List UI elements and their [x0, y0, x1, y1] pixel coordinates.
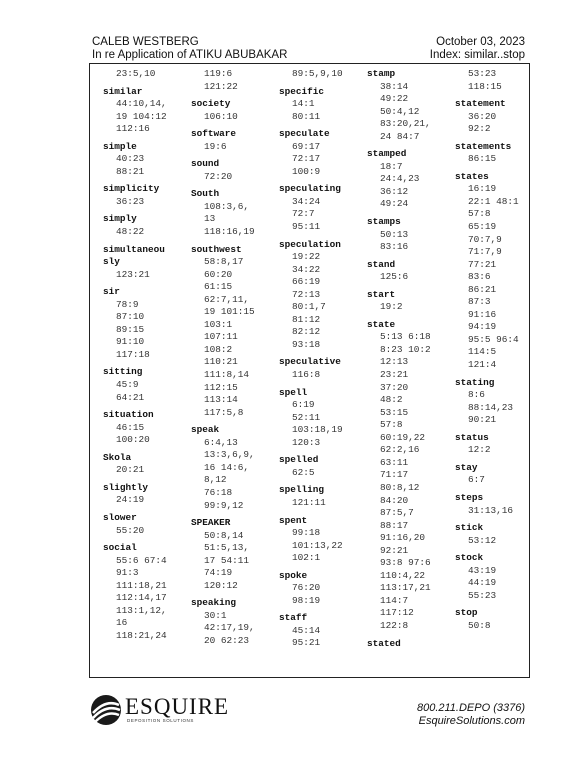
page-line-reference: 31:13,16 [468, 504, 514, 516]
page-line-reference: 120:12 [204, 579, 238, 591]
index-term: speculation [279, 238, 341, 250]
index-term: spoke [279, 569, 308, 581]
page-line-reference: 63:11 [380, 456, 409, 468]
page-line-reference: 44:19 [468, 577, 497, 589]
page-line-reference: 8,12 [204, 474, 227, 486]
page-line-reference: 83:6 [468, 271, 491, 283]
page-line-reference: 110:21 [204, 356, 238, 368]
index-term: staff [279, 612, 308, 624]
index-term: speculating [279, 183, 341, 195]
index-entry [367, 68, 455, 143]
index-term: simple [103, 140, 137, 152]
page-line-reference: 106:10 [204, 110, 238, 122]
page-line-reference: 80:11 [292, 110, 321, 122]
logo-mark-icon [89, 693, 123, 727]
index-column [279, 68, 367, 655]
page-line-reference: 53:12 [468, 534, 497, 546]
page-line-reference: 23:5,10 [116, 68, 156, 79]
page-line-reference: 50:13 [380, 228, 409, 240]
page-line-reference: 100:9 [292, 165, 321, 177]
index-term: stamped [367, 148, 407, 160]
page-line-reference: 24:19 [116, 494, 145, 506]
index-entry [103, 244, 191, 282]
index-term: spell [279, 386, 308, 398]
page-line-reference: 125:6 [380, 271, 409, 283]
page-line-reference: 34:24 [292, 195, 321, 207]
index-term: steps [455, 491, 484, 503]
index-term: statement [455, 98, 506, 110]
page-line-reference: 88:21 [116, 165, 145, 177]
index-entry [191, 98, 279, 123]
witness-name: CALEB WESTBERG [92, 36, 199, 48]
page-line-reference: 38:14 [380, 80, 409, 92]
page-line-reference: 13:3,6,9, [204, 449, 255, 461]
index-entry [191, 128, 279, 153]
index-term: situation [103, 409, 154, 421]
page-line-reference: 60:20 [204, 268, 233, 280]
index-entry [455, 462, 543, 487]
page-line-reference: 53:15 [380, 406, 409, 418]
phone-number: 800.211.DEPO (3376) [416, 702, 525, 714]
page-line-reference: 93:8 97:6 [380, 557, 431, 569]
page-line-reference: 116:8 [292, 369, 321, 381]
index-entry [191, 68, 279, 93]
page-line-reference: 86:21 [468, 283, 497, 295]
page-line-reference: 19 104:12 [116, 110, 167, 122]
index-term: sir [103, 286, 120, 298]
page-line-reference: 121:4 [468, 359, 497, 371]
index-entry [367, 148, 455, 211]
index-column [103, 68, 191, 647]
page-line-reference: 78:9 [116, 298, 139, 310]
index-entry [367, 216, 455, 254]
website: EsquireSolutions.com [418, 715, 525, 727]
page-line-reference: 113:1,12, [116, 604, 167, 616]
index-term: states [455, 170, 489, 182]
page-line-reference: 93:18 [292, 338, 321, 350]
page-line-reference: 113:14 [204, 394, 238, 406]
page-line-reference: 50:4,12 [380, 105, 420, 117]
page-line-reference: 62:2,16 [380, 444, 420, 456]
page-line-reference: 74:19 [204, 567, 233, 579]
page-line-reference: 112:14,17 [116, 592, 167, 604]
index-term: stamps [367, 216, 401, 228]
page-line-reference: 12:2 [468, 444, 491, 456]
page-line-reference: 45:14 [292, 624, 321, 636]
index-entry [279, 387, 367, 450]
page-line-reference: 19 101:15 [204, 306, 255, 318]
page-line-reference: 95:21 [292, 637, 321, 649]
index-term: sound [191, 158, 220, 170]
index-entry [103, 542, 191, 642]
page-line-reference: 36:23 [116, 195, 145, 207]
page-line-reference: 91:16 [468, 308, 497, 320]
index-entry [103, 286, 191, 361]
page-line-reference: 71:17 [380, 469, 409, 481]
page-line-reference: 88:14,23 [468, 401, 514, 413]
index-term: social [103, 542, 137, 554]
page-line-reference: 69:17 [292, 140, 321, 152]
page-line-reference: 8:6 [468, 389, 485, 401]
page-line-reference: 81:12 [292, 313, 321, 325]
page-line-reference: 103:1 [204, 318, 233, 330]
page-line-reference: 52:11 [292, 411, 321, 423]
page-line-reference: 13 [204, 213, 216, 225]
index-entry [279, 570, 367, 608]
page-line-reference: 84:20 [380, 494, 409, 506]
index-term: society [191, 98, 231, 110]
index-entry [103, 512, 191, 537]
index-entry [279, 128, 367, 178]
page-line-reference: 24:4,23 [380, 173, 420, 185]
page-line-reference: 113:17,21 [380, 582, 431, 594]
index-entry [279, 239, 367, 352]
index-columns [90, 64, 529, 677]
index-entry [455, 552, 543, 602]
index-term: spent [279, 514, 308, 526]
page-line-reference: 62:5 [292, 466, 315, 478]
page-line-reference: 83:16 [380, 241, 409, 253]
deposition-date: October 03, 2023 [436, 36, 525, 48]
footer-contact [417, 702, 525, 728]
page-line-reference: 55:23 [468, 589, 497, 601]
page-line-reference: 111:8,14 [204, 369, 250, 381]
index-entry [455, 98, 543, 136]
page-line-reference: 60:19,22 [380, 431, 426, 443]
page-line-reference: 20:21 [116, 464, 145, 476]
page-line-reference: 53:23 [468, 68, 497, 79]
index-entry [279, 86, 367, 124]
page-line-reference: 57:8 [380, 419, 403, 431]
index-entry [279, 183, 367, 233]
index-entry [367, 319, 455, 633]
page-line-reference: 121:22 [204, 80, 238, 92]
page-line-reference: 102:1 [292, 552, 321, 564]
index-entry [103, 86, 191, 136]
case-title: In re Application of ATIKU ABUBAKAR [92, 49, 288, 61]
page-line-reference: 6:19 [292, 399, 315, 411]
page-line-reference: 18:7 [380, 160, 403, 172]
logo-wordmark: ESQUIRE [125, 694, 230, 719]
page-line-reference: 6:7 [468, 474, 485, 486]
page-line-reference: 100:20 [116, 434, 150, 446]
page-line-reference: 19:6 [204, 140, 227, 152]
index-term: speculate [279, 128, 330, 140]
index-entry [191, 158, 279, 183]
page-line-reference: 122:8 [380, 619, 409, 631]
index-entry [455, 522, 543, 547]
index-entry [455, 141, 543, 166]
page-line-reference: 57:8 [468, 208, 491, 220]
page-line-reference: 112:15 [204, 381, 238, 393]
index-entry [279, 484, 367, 509]
page-line-reference: 24 84:7 [380, 130, 420, 142]
page-line-reference: 108:3,6, [204, 200, 250, 212]
index-term: statements [455, 140, 512, 152]
page-line-reference: 23:21 [380, 369, 409, 381]
index-term: sitting [103, 366, 143, 378]
page-line-reference: 51:5,13, [204, 542, 250, 554]
index-entry [191, 517, 279, 592]
index-term: stated [367, 637, 401, 649]
page-line-reference: 95:11 [292, 221, 321, 233]
index-entry [191, 597, 279, 647]
page-line-reference: 17 54:11 [204, 554, 250, 566]
index-term: simply [103, 213, 137, 225]
page-line-reference: 43:19 [468, 564, 497, 576]
page-line-reference: 101:13,22 [292, 539, 343, 551]
index-term: Skola [103, 451, 132, 463]
page-line-reference: 119:6 [204, 68, 233, 79]
index-entry [103, 68, 191, 81]
page-line-reference: 89:5,9,10 [292, 68, 343, 79]
page-line-reference: 46:15 [116, 421, 145, 433]
page-line-reference: 108:2 [204, 343, 233, 355]
page-line-reference: 61:15 [204, 281, 233, 293]
page-line-reference: 8:23 10:2 [380, 343, 431, 355]
index-entry [455, 68, 543, 93]
page-line-reference: 55:20 [116, 524, 145, 536]
page-line-reference: 5:13 6:18 [380, 331, 431, 343]
page-line-reference: 76:20 [292, 582, 321, 594]
page-line-reference: 90:21 [468, 414, 497, 426]
index-entry [367, 289, 455, 314]
index-term: similar [103, 85, 143, 97]
page-line-reference: 58:8,17 [204, 256, 244, 268]
header-right [430, 36, 525, 62]
page-line-reference: 92:2 [468, 123, 491, 135]
page-line-reference: 99:9,12 [204, 499, 244, 511]
page-line-reference: 66:19 [292, 276, 321, 288]
page-line-reference: 87:10 [116, 311, 145, 323]
index-entry [455, 607, 543, 632]
index-term: southwest [191, 243, 242, 255]
page-line-reference: 36:20 [468, 110, 497, 122]
index-term: stop [455, 607, 478, 619]
index-entry [455, 432, 543, 457]
index-term: speculative [279, 356, 341, 368]
page-line-reference: 86:15 [468, 153, 497, 165]
index-term: slightly [103, 481, 149, 493]
index-term: SPEAKER [191, 517, 231, 529]
page-line-reference: 95:5 96:4 [468, 333, 519, 345]
page-line-reference: 118:16,19 [204, 226, 255, 238]
index-entry [103, 482, 191, 507]
index-entry [103, 452, 191, 477]
page-line-reference: 64:21 [116, 391, 145, 403]
page-line-reference: 117:18 [116, 348, 150, 360]
index-term: spelled [279, 454, 319, 466]
page-line-reference: 117:5,8 [204, 406, 244, 418]
index-term: stating [455, 376, 495, 388]
page-line-reference: 45:9 [116, 379, 139, 391]
page-line-reference: 49:24 [380, 198, 409, 210]
index-term: software [191, 128, 237, 140]
page-line-reference: 72:7 [292, 208, 315, 220]
page-line-reference: 82:12 [292, 326, 321, 338]
index-column [367, 68, 455, 655]
page-line-reference: 87:3 [468, 296, 491, 308]
index-entry [103, 409, 191, 447]
index-entry [279, 68, 367, 81]
page-line-reference: 49:22 [380, 93, 409, 105]
index-entry [367, 259, 455, 284]
page-line-reference: 77:21 [468, 258, 497, 270]
index-term: start [367, 288, 396, 300]
page-line-reference: 62:7,11, [204, 293, 250, 305]
page-line-reference: 36:12 [380, 185, 409, 197]
index-entry [103, 183, 191, 208]
index-entry [191, 188, 279, 238]
page-line-reference: 71:7,9 [468, 246, 502, 258]
logo-tagline: DEPOSITION SOLUTIONS [127, 718, 195, 723]
index-entry [103, 366, 191, 404]
index-term: South [191, 188, 220, 200]
page-line-reference: 123:21 [116, 268, 150, 280]
index-term: stock [455, 552, 484, 564]
page-line-reference: 117:12 [380, 607, 414, 619]
index-entry [455, 492, 543, 517]
page-line-reference: 34:22 [292, 263, 321, 275]
page-line-reference: 98:19 [292, 594, 321, 606]
page-line-reference: 94:19 [468, 321, 497, 333]
page-line-reference: 120:3 [292, 436, 321, 448]
page-line-reference: 48:22 [116, 226, 145, 238]
index-entry [191, 424, 279, 512]
page-line-reference: 40:23 [116, 153, 145, 165]
index-column [455, 68, 543, 637]
index-term: spelling [279, 484, 325, 496]
page-line-reference: 89:15 [116, 323, 145, 335]
page-line-reference: 111:18,21 [116, 579, 167, 591]
page-line-reference: 70:7,9 [468, 233, 502, 245]
index-entry [279, 515, 367, 565]
page-line-reference: 99:18 [292, 527, 321, 539]
index-column [191, 68, 279, 653]
page-line-reference: 19:22 [292, 251, 321, 263]
index-entry [279, 356, 367, 381]
index-entry [455, 377, 543, 427]
page-line-reference: 103:18,19 [292, 424, 343, 436]
header-left [92, 36, 287, 62]
index-term: stamp [367, 68, 396, 79]
index-term: stand [367, 258, 396, 270]
index-entry [279, 454, 367, 479]
page-line-reference: 76:18 [204, 486, 233, 498]
page-line-reference: 72:13 [292, 288, 321, 300]
page-line-reference: 112:16 [116, 123, 150, 135]
page-line-reference: 44:10,14, [116, 98, 167, 110]
index-range: Index: similar..stop [429, 49, 525, 61]
index-term: simultaneou [103, 243, 165, 255]
index-term: sly [103, 256, 120, 268]
index-term: stay [455, 461, 478, 473]
index-box [89, 63, 530, 678]
page-line-reference: 87:5,7 [380, 507, 414, 519]
index-term: status [455, 431, 489, 443]
page-line-reference: 91:3 [116, 567, 139, 579]
page-line-reference: 55:6 67:4 [116, 554, 167, 566]
index-term: simplicity [103, 183, 160, 195]
page-line-reference: 72:20 [204, 170, 233, 182]
index-entry [455, 171, 543, 372]
esquire-logo [89, 690, 239, 730]
page-line-reference: 50:8 [468, 619, 491, 631]
page-line-reference: 19:2 [380, 301, 403, 313]
page-line-reference: 80:8,12 [380, 481, 420, 493]
index-entry [103, 141, 191, 179]
page-line-reference: 83:20,21, [380, 118, 431, 130]
page-line-reference: 91:10 [116, 336, 145, 348]
page-line-reference: 22:1 48:1 [468, 195, 519, 207]
page-line-reference: 12:13 [380, 356, 409, 368]
index-term: stick [455, 522, 484, 534]
page-line-reference: 92:21 [380, 544, 409, 556]
page-line-reference: 121:11 [292, 496, 326, 508]
page-line-reference: 20 62:23 [204, 634, 250, 646]
index-entry [191, 244, 279, 420]
page-line-reference: 6:4,13 [204, 436, 238, 448]
page-line-reference: 16 [116, 617, 128, 629]
page-line-reference: 114:7 [380, 594, 409, 606]
index-entry [279, 612, 367, 650]
page-line-reference: 50:8,14 [204, 529, 244, 541]
page-line-reference: 65:19 [468, 221, 497, 233]
page-line-reference: 48:2 [380, 394, 403, 406]
page-line-reference: 118:21,24 [116, 629, 167, 641]
index-term: speaking [191, 597, 237, 609]
page-line-reference: 91:16,20 [380, 532, 426, 544]
page-line-reference: 114:5 [468, 346, 497, 358]
page-line-reference: 110:4,22 [380, 569, 426, 581]
page-line-reference: 42:17,19, [204, 622, 255, 634]
page-line-reference: 88:17 [380, 519, 409, 531]
page-line-reference: 16 14:6, [204, 461, 250, 473]
page-line-reference: 118:15 [468, 80, 502, 92]
page-line-reference: 30:1 [204, 609, 227, 621]
index-entry [367, 638, 455, 651]
page-line-reference: 16:19 [468, 183, 497, 195]
page-line-reference: 107:11 [204, 331, 238, 343]
index-term: speak [191, 424, 220, 436]
index-term: state [367, 318, 396, 330]
index-term: slower [103, 511, 137, 523]
index-term: specific [279, 85, 325, 97]
page-line-reference: 80:1,7 [292, 301, 326, 313]
index-entry [103, 213, 191, 238]
page-line-reference: 14:1 [292, 98, 315, 110]
page-line-reference: 37:20 [380, 381, 409, 393]
page-line-reference: 72:17 [292, 153, 321, 165]
